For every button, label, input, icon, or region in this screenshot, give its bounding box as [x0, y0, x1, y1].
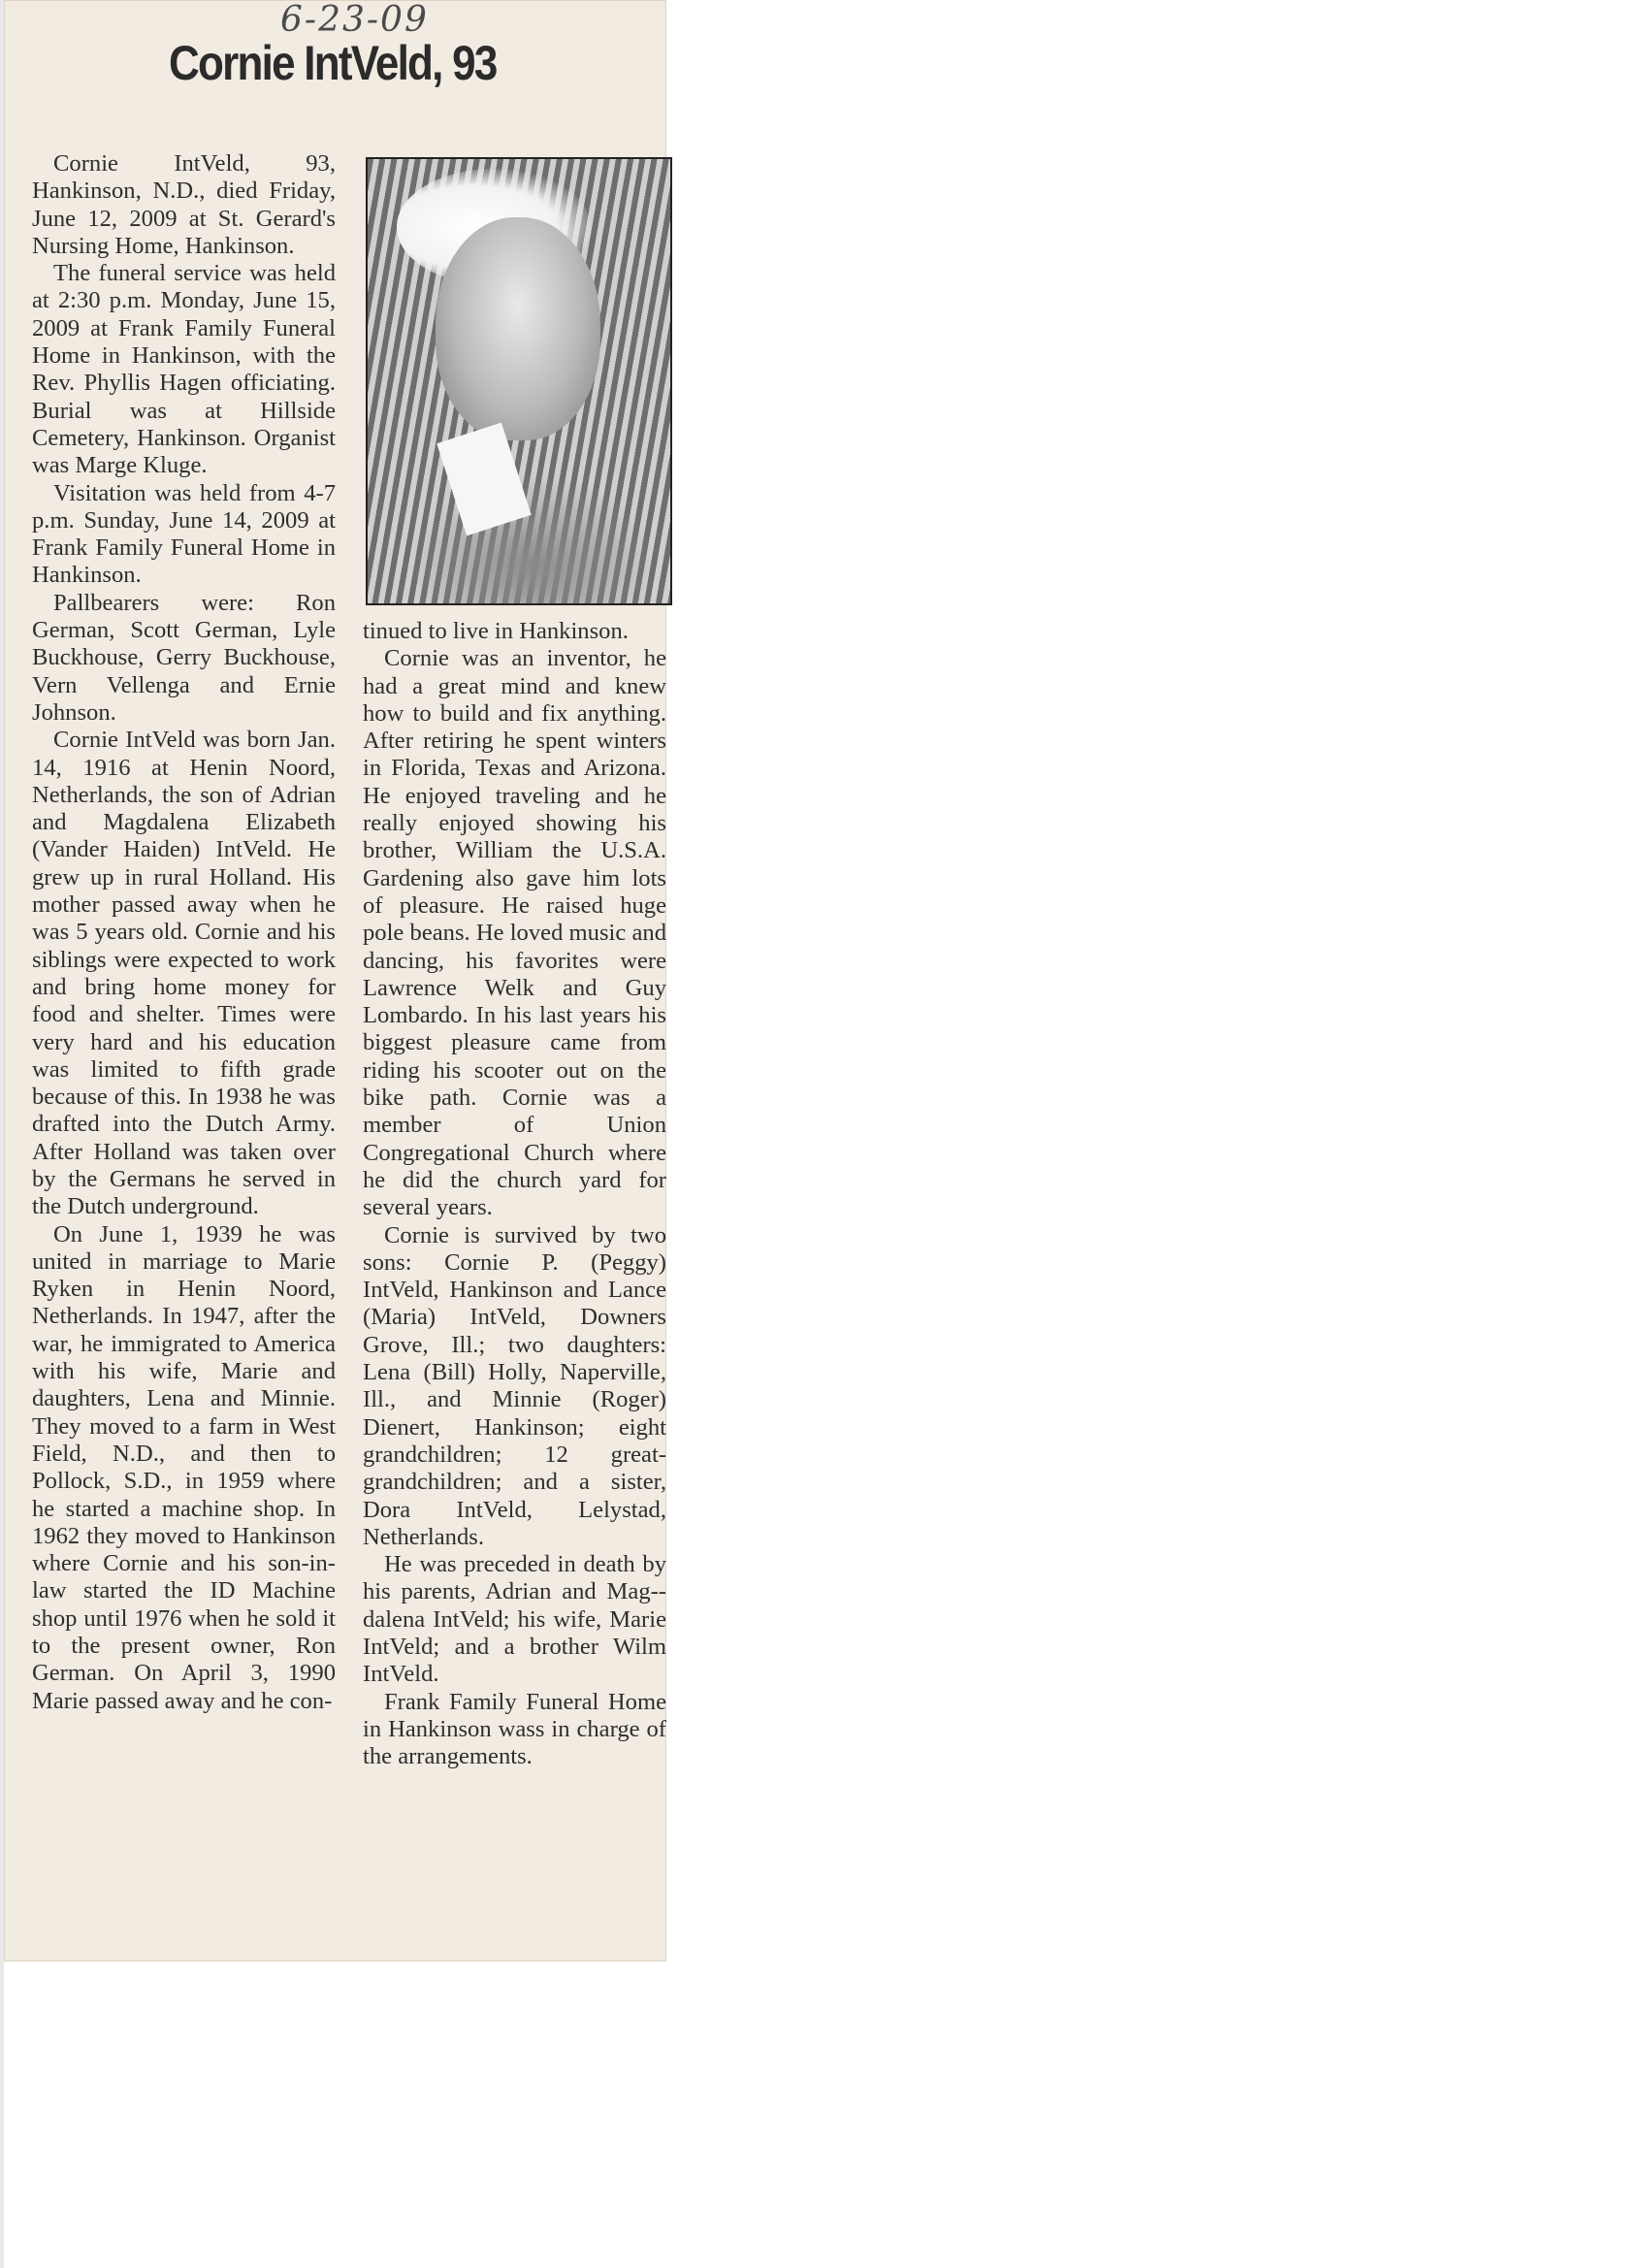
newspaper-clipping: [4, 0, 666, 1961]
obituary-headline: Cornie IntVeld, 93: [169, 36, 497, 90]
paragraph-pallbearers: Pallbearers were: Ron German, Scott German, Lyle Buckhouse, Gerry Buckhouse, Vern Vellenga and Ernie Johnson.: [32, 589, 336, 726]
paragraph-arrangements: Frank Family Funeral Home in Hankinson wass in charge of the arrangements.: [363, 1688, 666, 1770]
paragraph-preceded: He was preceded in death by his parents, Adrian and Mag--dalena IntVeld; his wife, Marie IntVeld; and a brother Wilm IntVeld.: [363, 1551, 666, 1688]
paragraph-survivors: Cornie is survived by two sons: Cornie P. (Peggy) IntVeld, Hankinson and Lance (Maria) IntVeld, Downers Grove, Ill.; two daughters: Lena (Bill) Holly, Naperville, Ill., and Minnie (Roger) Dienert, Hankinson; eight grandchildren; 12 great-grandchildren; and a sister, Dora IntVeld, Lelystad, Netherlands.: [363, 1221, 666, 1550]
obituary-column-right: [363, 618, 666, 1770]
paragraph-death-notice: Cornie IntVeld, 93, Hankinson, N.D., died Friday, June 12, 2009 at St. Gerard's Nursing Home, Hankinson.: [32, 150, 336, 259]
obituary-column-left: [32, 150, 336, 1715]
paragraph-early-life: Cornie IntVeld was born Jan. 14, 1916 at Henin Noord, Netherlands, the son of Adrian and Magdalena Elizabeth (Vander Haiden) IntVeld. He grew up in rural Holland. His mother passed away when he was 5 years old. Cornie and his siblings were expected to work and bring home money for food and shelter. Times were very hard and his education was limited to fifth grade because of this. In 1938 he was drafted into the Dutch Army. After Holland was taken over by the Germans he served in the Dutch underground.: [32, 727, 336, 1220]
paragraph-marriage-career: On June 1, 1939 he was united in marriage to Marie Ryken in Henin Noord, Netherlands. In 1947, after the war, he immigrated to America with his wife, Marie and daughters, Lena and Minnie. They moved to a farm in West Field, N.D., and then to Pollock, S.D., in 1959 where he started a machine shop. In 1962 they moved to Hankinson where Cornie and his son-in-law started the ID Machine shop until 1976 when he sold it to the present owner, Ron German. On April 3, 1990 Marie passed away and he con-: [32, 1220, 336, 1714]
portrait-photo: [366, 157, 672, 605]
paragraph-interests: Cornie was an inventor, he had a great mind and knew how to build and fix anything. After retiring he spent winters in Florida, Texas and Arizona. He enjoyed traveling and he really enjoyed showing his brother, William the U.S.A. Gardening also gave him lots of pleasure. He raised huge pole beans. He loved music and dancing, his favorites were Lawrence Welk and Guy Lombardo. In his last years his biggest pleasure came from riding his scooter out on the bike path. Cornie was a member of Union Congregational Church where he did the church yard for several years.: [363, 645, 666, 1221]
paragraph-visitation: Visitation was held from 4-7 p.m. Sunday, June 14, 2009 at Frank Family Funeral Home in Hankinson.: [32, 479, 336, 589]
paragraph-funeral-service: The funeral service was held at 2:30 p.m. Monday, June 15, 2009 at Frank Family Funeral Home in Hankinson, with the Rev. Phyllis Hagen officiating. Burial was at Hillside Cemetery, Hankinson. Organist was Marge Kluge.: [32, 260, 336, 479]
paragraph-continuation: tinued to live in Hankinson.: [363, 618, 629, 644]
handwritten-date: 6-23-09: [280, 0, 429, 40]
portrait-face: [436, 217, 600, 440]
